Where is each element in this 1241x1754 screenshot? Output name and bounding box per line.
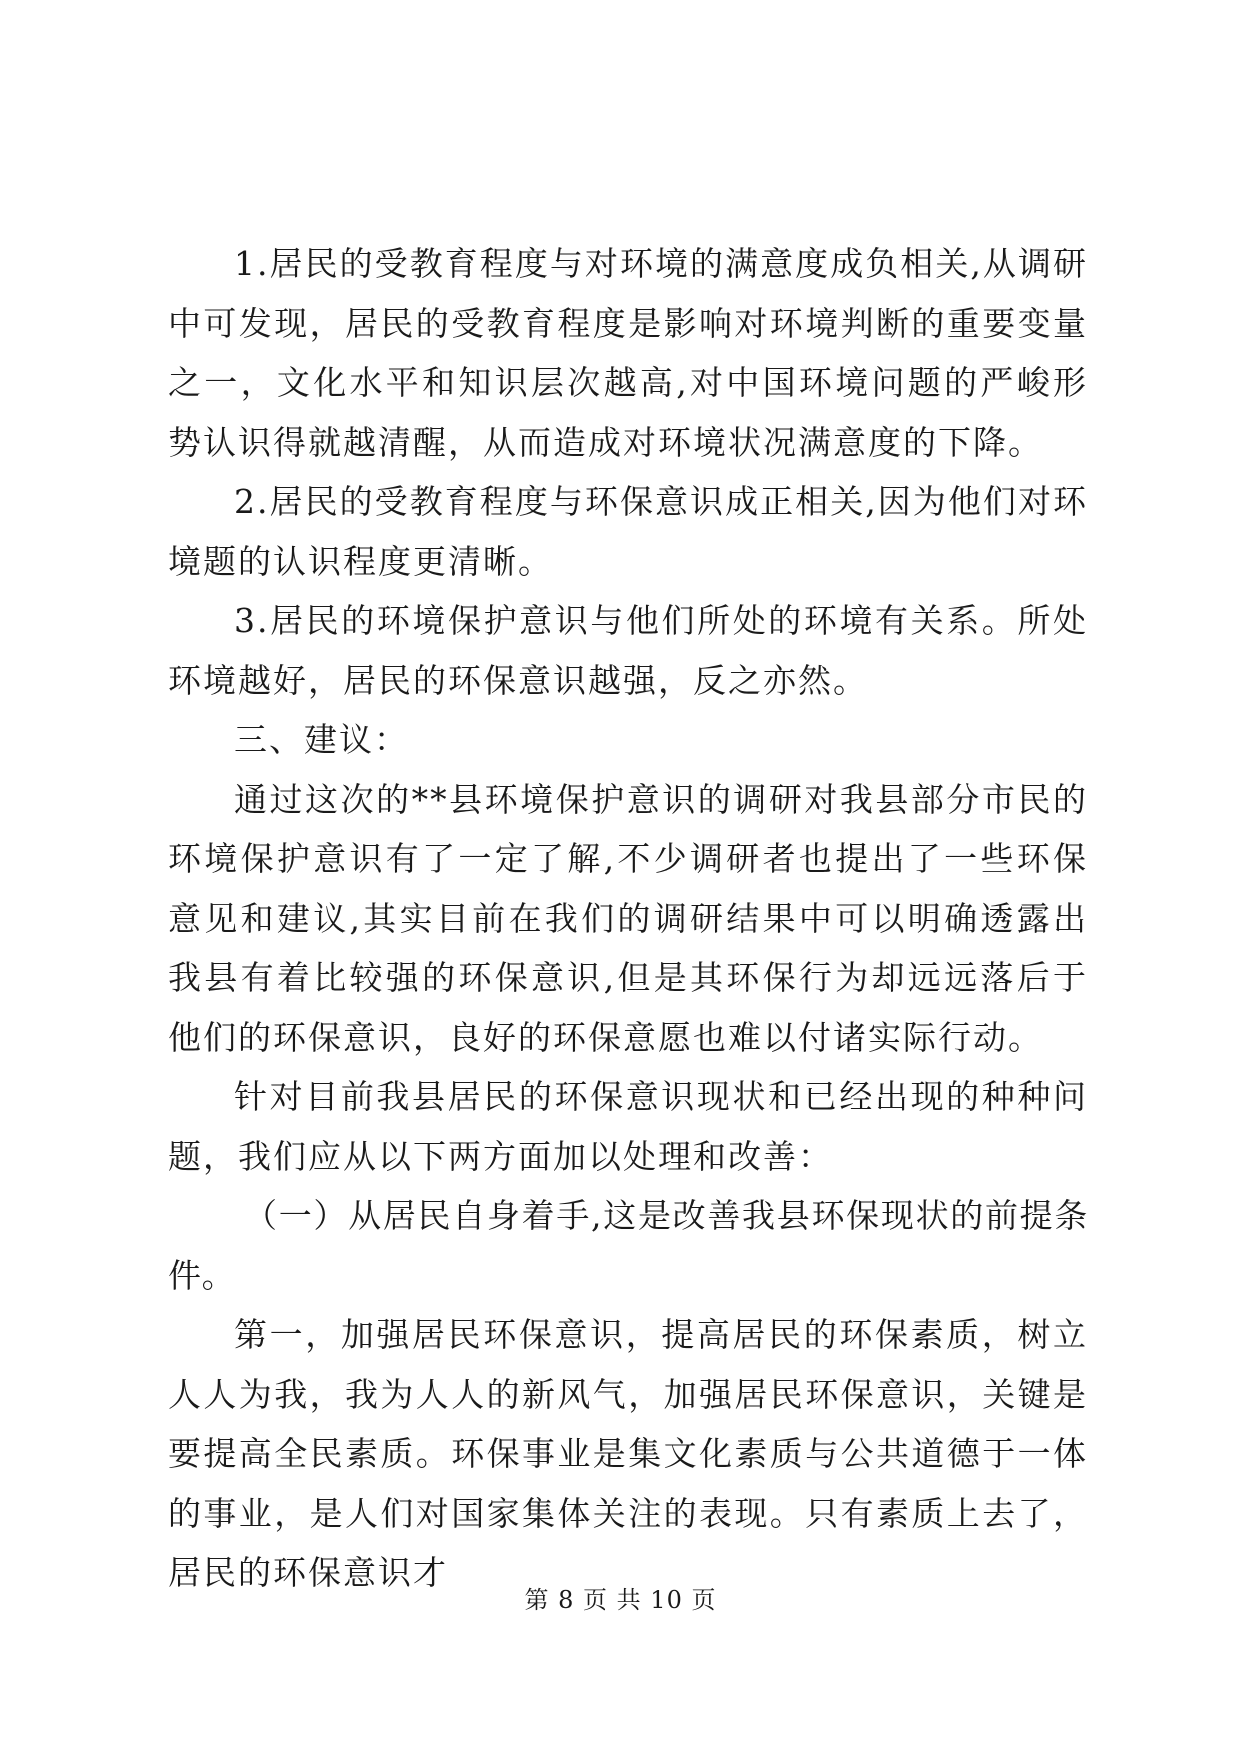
page-footer: 第 8 页 共 10 页: [524, 1586, 717, 1614]
paragraph-first-measure: 第一，加强居民环保意识，提高居民的环保素质，树立人人为我，我为人人的新风气，加强居民环保意识，关键是要提高全民素质。环保事业是集文化素质与公共道德于一体的事业，是人们对国家集体关注的表现。只有素质上去了，居民的环保意识才: [168, 1315, 1088, 1592]
section-heading-suggestions: 三、建议：: [234, 720, 409, 759]
document-body: [168, 234, 1088, 1603]
subheading-residents: （一）从居民自身着手,这是改善我县环保现状的前提条件。: [168, 1196, 1088, 1295]
paragraph-finding-1: 1.居民的受教育程度与对环境的满意度成负相关,从调研中可发现，居民的受教育程度是影响对环境判断的重要变量之一，文化水平和知识层次越高,对中国环境问题的严峻形势认识得就越清醒，从而造成对环境状况满意度的下降。: [168, 244, 1088, 462]
paragraph-finding-3: 3.居民的环境保护意识与他们所处的环境有关系。所处环境越好，居民的环保意识越强，反之亦然。: [168, 601, 1088, 700]
paragraph-finding-2: 2.居民的受教育程度与环保意识成正相关,因为他们对环境题的认识程度更清晰。: [168, 482, 1088, 581]
paragraph-two-aspects: 针对目前我县居民的环保意识现状和已经出现的种种问题，我们应从以下两方面加以处理和改善：: [168, 1077, 1088, 1176]
paragraph-survey-summary: 通过这次的**县环境保护意识的调研对我县部分市民的环境保护意识有了一定了解,不少调研者也提出了一些环保意见和建议,其实目前在我们的调研结果中可以明确透露出我县有着比较强的环保意识,但是其环保行为却远远落后于他们的环保意识，良好的环保意愿也难以付诸实际行动。: [168, 779, 1088, 1057]
